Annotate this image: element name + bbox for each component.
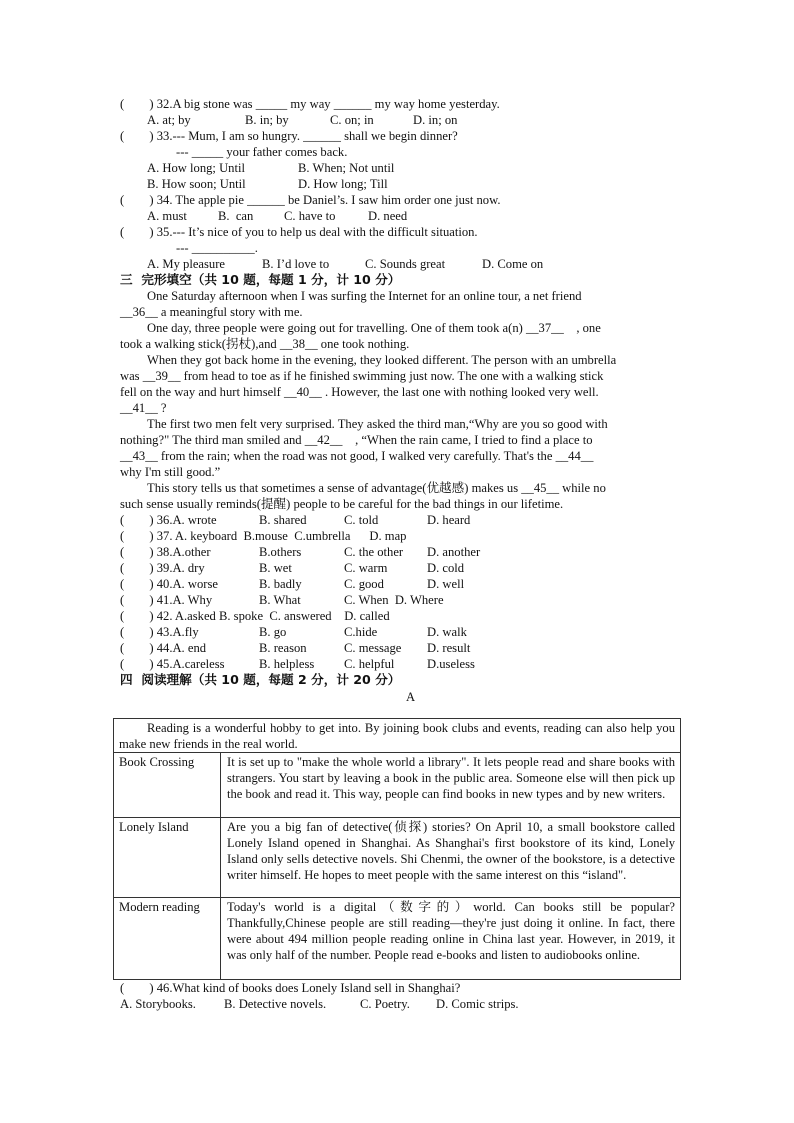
q34-option-a: A. must [147,209,187,223]
question-33-reply: --- _____ your father comes back. [176,145,348,159]
table-divider [113,817,681,818]
q40-option-b: B. badly [259,577,302,591]
question-34-stem: ( ) 34. The apple pie ______ be Daniel’s. I saw him order one just now. [120,193,501,207]
q38-option-d: D. another [427,545,481,559]
q46-option-a: A. Storybooks. [120,997,196,1011]
question-33-stem: ( ) 33.--- Mum, I am so hungry. ______ shall we begin dinner? [120,129,458,143]
q36-option-b: B. shared [259,513,307,527]
q33-option-b: B. When; Not until [298,161,395,175]
table-row-text: Are you a big fan of detective(侦探) stories? On April 10, a small bookstore called Lonely Island opened in Shanghai. As Shanghai's first bookstore of its kind, Lonely Island only sells detective novels. Shi Chenmi, the owner of the bookstore, is a detective writer himself. He hopes to meet people with the same interest on this “island". [227,820,675,882]
q33-option-d: D. How long; Till [298,177,388,191]
table-row-text: Today's world is a digital（数字的）world. Can books still be popular? Thankfully,Chinese people are still reading—they're just doing it online. In fact, there were about 494 million people reading online in China last year. However, in 2019, it was only half of the number. People read e-books and listen to audiobooks online. [227,900,675,962]
cloze-paragraph-line: One Saturday afternoon when I was surfing the Internet for an online tour, a net friend [147,289,582,303]
q43-option-d: D. walk [427,625,467,639]
cloze-question-38: ( ) 38.A.other [120,545,211,559]
q41-option-b: B. What [259,593,301,607]
cloze-question-43: ( ) 43.A.fly [120,625,199,639]
q40-option-c: C. good [344,577,384,591]
cloze-question-36: ( ) 36.A. wrote [120,513,217,527]
table-row-name: Modern reading [119,900,200,914]
table-divider [113,897,681,898]
q40-option-d: D. well [427,577,465,591]
cloze-question-40: ( ) 40.A. worse [120,577,218,591]
cloze-question-39: ( ) 39.A. dry [120,561,205,575]
q35-option-c: C. Sounds great [365,257,446,271]
q45-option-b: B. helpless [259,657,315,671]
q33-option-a: A. How long; Until [147,161,245,175]
q36-option-c: C. told [344,513,379,527]
passage-label: A [406,690,416,704]
q44-option-b: B. reason [259,641,307,655]
q35-option-d: D. Come on [482,257,544,271]
q46-option-c: C. Poetry. [360,997,410,1011]
table-row-name: Book Crossing [119,755,195,769]
q39-option-c: C. warm [344,561,388,575]
q46-option-b: B. Detective novels. [224,997,327,1011]
section-3-heading: 三 完形填空（共 10 题，每题 1 分，计 10 分） [120,272,401,287]
q35-option-a: A. My pleasure [147,257,225,271]
question-46-stem: ( ) 46.What kind of books does Lonely Island sell in Shanghai? [120,981,461,995]
q35-option-b: B. I’d love to [262,257,330,271]
q34-option-b: B. can [218,209,254,223]
cloze-paragraph-line: why I'm still good.” [120,465,221,479]
q34-option-d: D. need [368,209,408,223]
q36-option-d: D. heard [427,513,471,527]
q43-option-b: B. go [259,625,287,639]
cloze-question-45: ( ) 45.A.careless [120,657,225,671]
q39-option-d: D. cold [427,561,465,575]
q38-option-b: B.others [259,545,302,559]
cloze-paragraph-line: This story tells us that sometimes a sense of advantage(优越感) makes us __45__ while no [147,481,606,495]
cloze-paragraph-line: __36__ a meaningful story with me. [120,305,303,319]
q45-option-c: C. helpful [344,657,395,671]
q39-option-b: B. wet [259,561,292,575]
cloze-paragraph-line: such sense usually reminds(提醒) people to be careful for the bad things in our lifetime. [120,497,564,511]
q38-option-c: C. the other [344,545,404,559]
cloze-paragraph-line: __43__ from the rain; when the road was not good, I walked very carefully. That's the __44__ [120,449,594,463]
question-35-stem: ( ) 35.--- It’s nice of you to help us deal with the difficult situation. [120,225,478,239]
table-row-name: Lonely Island [119,820,189,834]
cloze-question-37: ( ) 37. A. keyboard B.mouse C.umbrella D. map [120,529,407,543]
cloze-paragraph-line: The first two men felt very surprised. They asked the third man,“Why are you so good with [147,417,608,431]
question-32-stem: ( ) 32.A big stone was _____ my way ______ my way home yesterday. [120,97,500,111]
q32-option-a: A. at; by [147,113,191,127]
q34-option-c: C. have to [284,209,336,223]
table-row-text: It is set up to "make the whole world a library". It lets people read and share books with strangers. You start by leaving a book in the public area. Someone else will then pick up the book and read it. This way, people can find books in new types and by new writers. [227,755,675,801]
table-divider [113,752,681,753]
cloze-paragraph-line: One day, three people were going out for travelling. One of them took a(n) __37__ , one [147,321,601,335]
cloze-paragraph-line: fell on the way and hurt himself __40__ . However, the last one with nothing looked very well. [120,385,599,399]
section-4-heading: 四 阅读理解（共 10 题，每题 2 分，计 20 分） [120,672,401,687]
q32-option-c: C. on; in [330,113,374,127]
q44-option-c: C. message [344,641,402,655]
table-intro: Reading is a wonderful hobby to get into. By joining book clubs and events, reading can also help you make new friends in the real world. [119,721,675,751]
q44-option-d: D. result [427,641,471,655]
cloze-question-42: ( ) 42. A.asked B. spoke C. answered D. called [120,609,390,623]
q41-option-c-d: C. When D. Where [344,593,444,607]
cloze-paragraph-line: When they got back home in the evening, they looked different. The person with an umbrella [147,353,617,367]
cloze-paragraph-line: was __39__ from head to toe as if he finished swimming just now. The one with a walking stick [120,369,604,383]
q46-option-d: D. Comic strips. [436,997,519,1011]
question-35-reply: --- __________. [176,241,258,255]
cloze-paragraph-line: took a walking stick(拐杖),and __38__ one took nothing. [120,337,410,351]
q33-option-c: B. How soon; Until [147,177,246,191]
q32-option-d: D. in; on [413,113,458,127]
q32-option-b: B. in; by [245,113,289,127]
q43-option-c: C.hide [344,625,378,639]
cloze-question-44: ( ) 44.A. end [120,641,207,655]
table-column-divider [220,752,221,980]
cloze-question-41: ( ) 41.A. Why [120,593,213,607]
q45-option-d: D.useless [427,657,475,671]
cloze-paragraph-line: __41__ ? [120,401,167,415]
cloze-paragraph-line: nothing?" The third man smiled and __42__ , “When the rain came, I tried to find a place to [120,433,593,447]
